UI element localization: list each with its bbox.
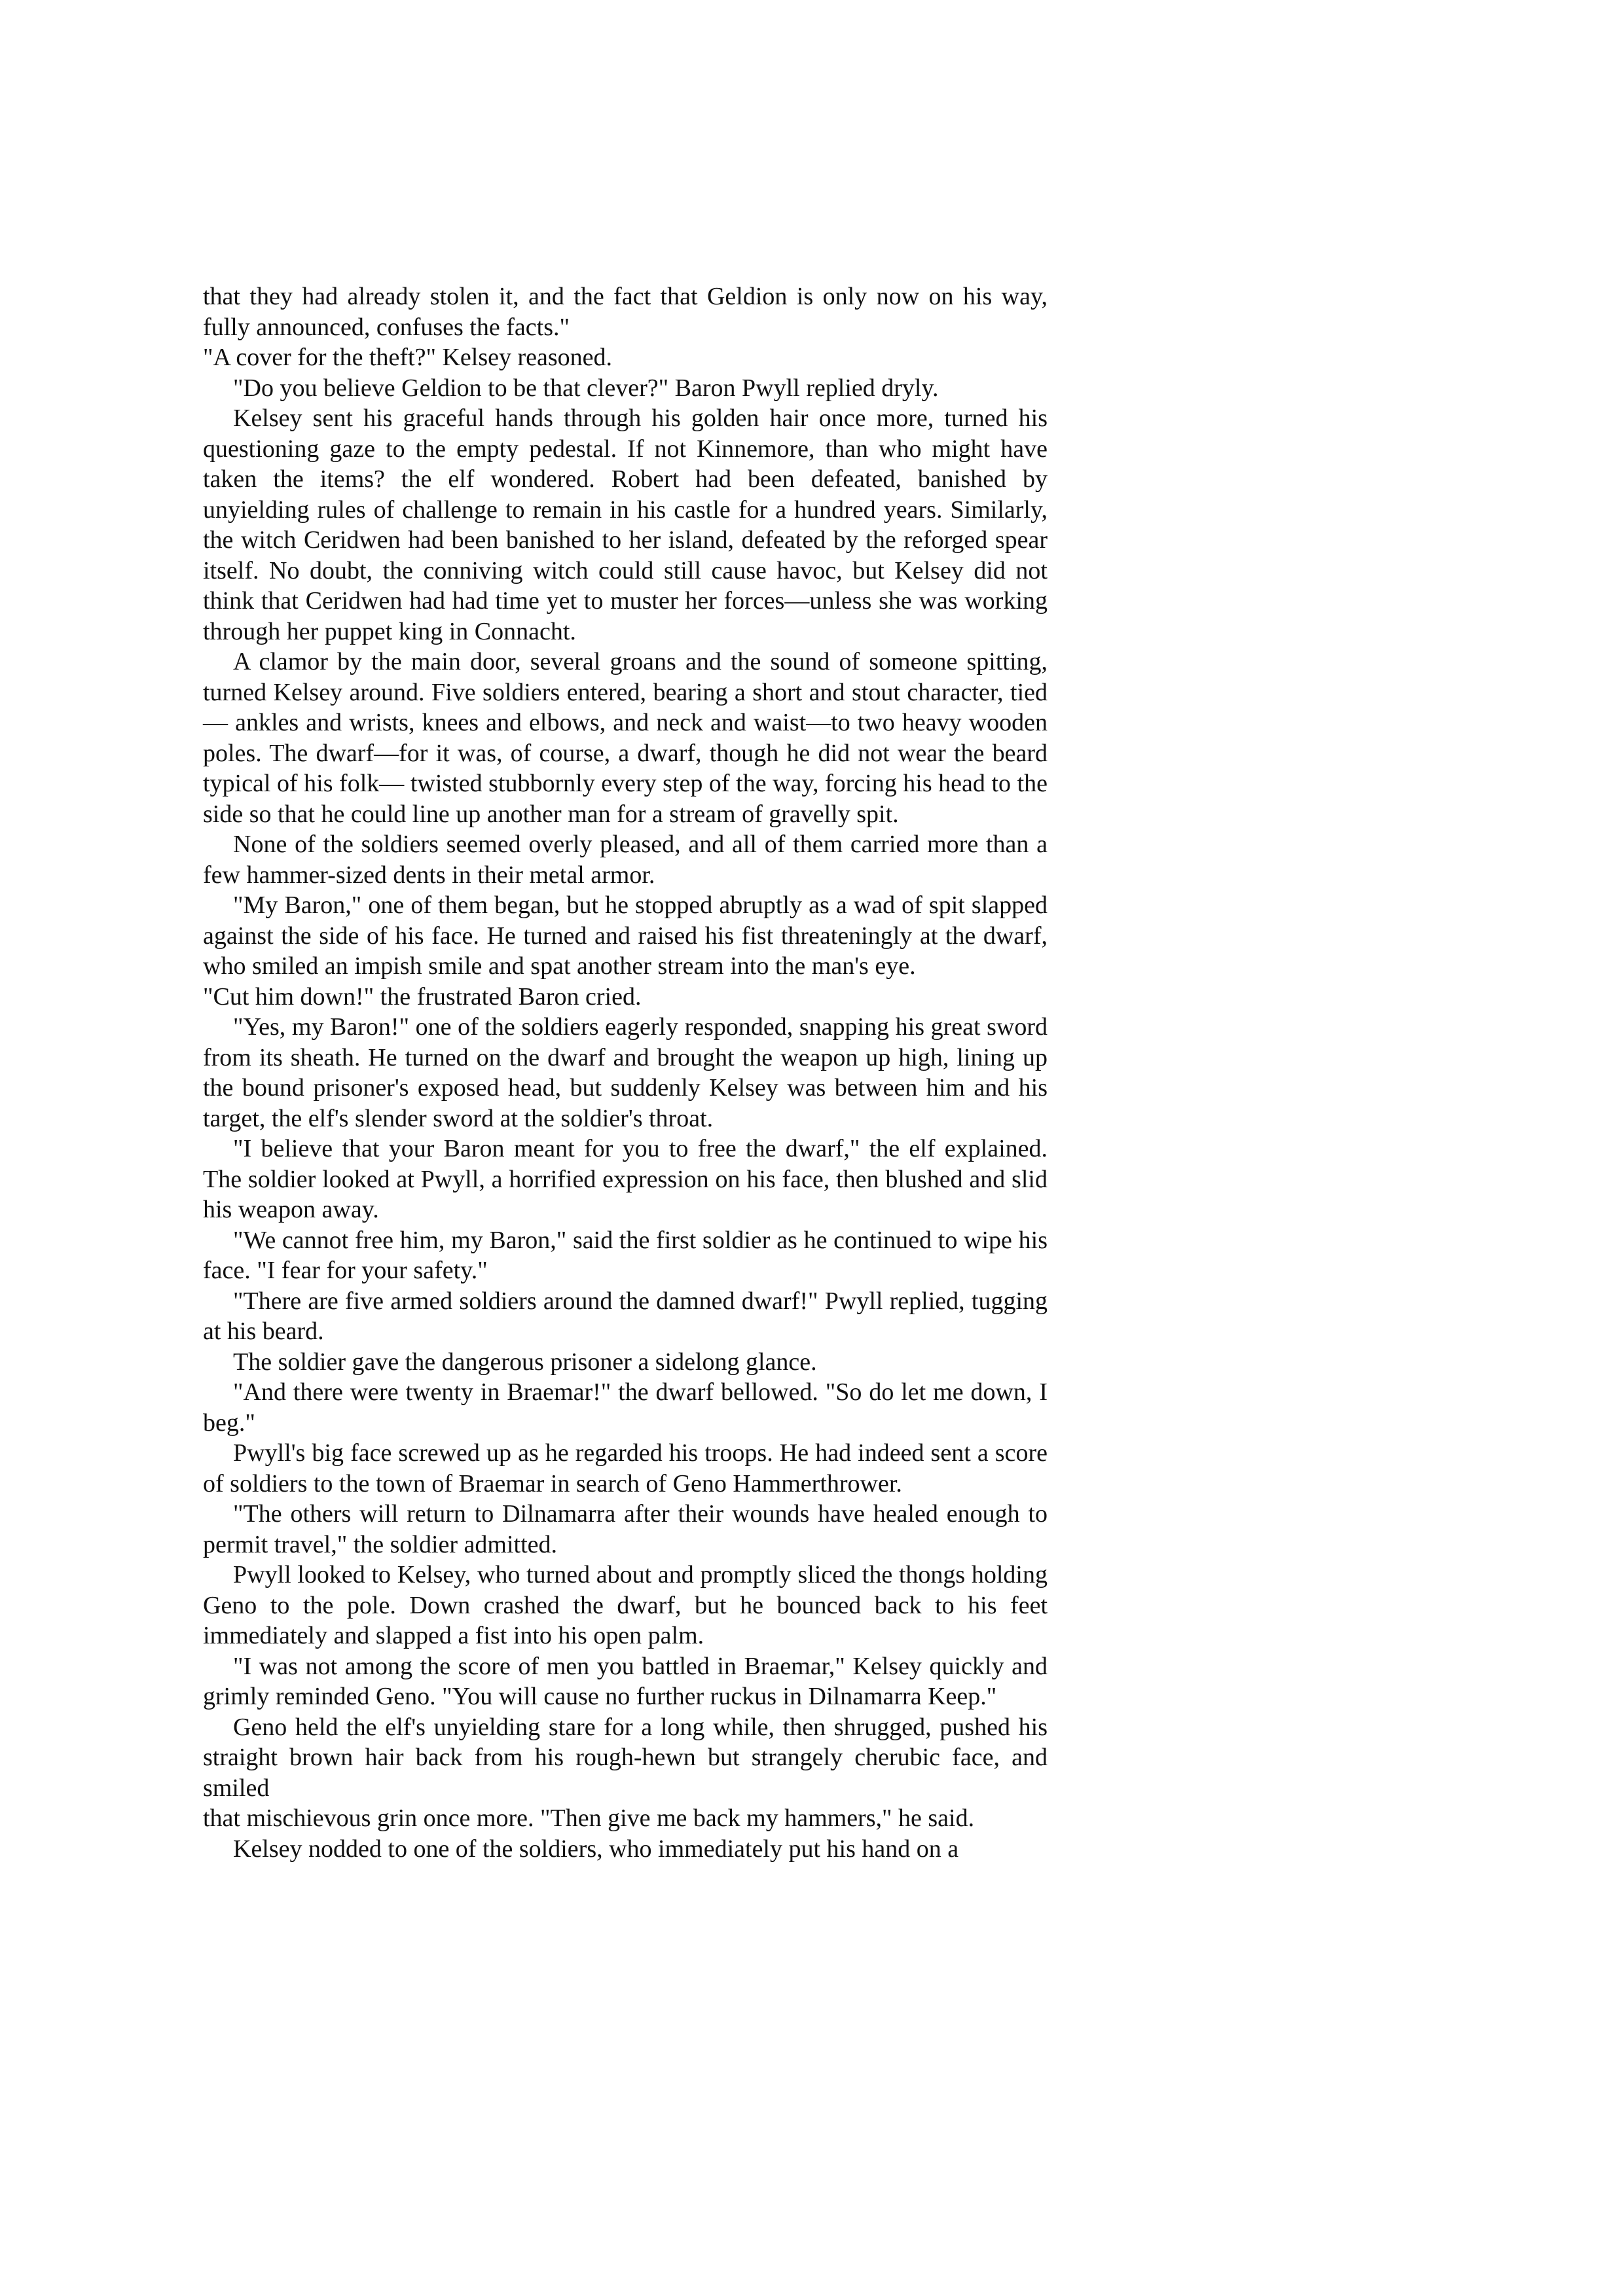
paragraph-8: "Cut him down!" the frustrated Baron cried. bbox=[203, 982, 642, 1011]
paragraph-6: None of the soldiers seemed overly pleased, and all of them carried more than a few hammer-sized dents in their metal armor. bbox=[203, 831, 1048, 889]
paragraph-18: "I was not among the score of men you battled in Braemar," Kelsey quickly and grimly reminded Geno. "You will cause no further ruckus in Dilnamarra Keep." bbox=[203, 1652, 1048, 1710]
paragraph-16: "The others will return to Dilnamarra after their wounds have healed enough to permit travel," the soldier admitted. bbox=[203, 1500, 1048, 1558]
paragraph-1: that they had already stolen it, and the fact that Geldion is only now on his way, fully announced, confuses the facts." bbox=[203, 283, 1048, 341]
paragraph-20: that mischievous grin once more. "Then give me back my hammers," he said. bbox=[203, 1804, 975, 1832]
paragraph-2: "A cover for the theft?" Kelsey reasoned. bbox=[203, 344, 613, 371]
paragraph-12: "There are five armed soldiers around the damned dwarf!" Pwyll replied, tugging at his beard. bbox=[203, 1287, 1048, 1345]
paragraph-13: The soldier gave the dangerous prisoner a sidelong glance. bbox=[233, 1348, 817, 1376]
paragraph-15: Pwyll's big face screwed up as he regarded his troops. He had indeed sent a score of soldiers to the town of Braemar in search of Geno Hammerthrower. bbox=[203, 1439, 1048, 1498]
paragraph-21: Kelsey nodded to one of the soldiers, who immediately put his hand on a bbox=[233, 1835, 959, 1863]
page-body bbox=[203, 281, 1048, 1864]
paragraph-5: A clamor by the main door, several groans and the sound of someone spitting, turned Kelsey around. Five soldiers entered, bearing a short and stout character, tied— ankles and wrists, knees and elbows, and neck and waist—to two heavy wooden poles. The dwarf—for it was, of course, a dwarf, though he did not wear the beard typical of his folk— twisted stubbornly every step of the way, forcing his head to the side so that he could line up another man for a stream of gravelly spit. bbox=[203, 648, 1048, 828]
paragraph-14: "And there were twenty in Braemar!" the dwarf bellowed. "So do let me down, I beg." bbox=[203, 1378, 1048, 1437]
paragraph-11: "We cannot free him, my Baron," said the first soldier as he continued to wipe his face. "I fear for your safety." bbox=[203, 1226, 1048, 1284]
paragraph-4: Kelsey sent his graceful hands through his golden hair once more, turned his questioning gaze to the empty pedestal. If not Kinnemore, than who might have taken the items? the elf wondered. Robert had been defeated, banished by unyielding rules of challenge to remain in his castle for a hundred years. Similarly, the witch Ceridwen had been banished to her island, defeated by the reforged spear itself. No doubt, the conniving witch could still cause havoc, but Kelsey did not think that Ceridwen had had time yet to muster her forces—unless she was working through her puppet king in Connacht. bbox=[203, 404, 1048, 645]
paragraph-17: Pwyll looked to Kelsey, who turned about and promptly sliced the thongs holding Geno to the pole. Down crashed the dwarf, but he bounced back to his feet immediately and slapped a fist into his open palm. bbox=[203, 1561, 1048, 1649]
paragraph-3: "Do you believe Geldion to be that clever?" Baron Pwyll replied dryly. bbox=[233, 374, 939, 402]
paragraph-9: "Yes, my Baron!" one of the soldiers eagerly responded, snapping his great sword from its sheath. He turned on the dwarf and brought the weapon up high, lining up the bound prisoner's exposed head, but suddenly Kelsey was between him and his target, the elf's slender sword at the soldier's throat. bbox=[203, 1013, 1048, 1132]
paragraph-10: "I believe that your Baron meant for you to free the dwarf," the elf explained. The soldier looked at Pwyll, a horrified expression on his face, then blushed and slid his weapon away. bbox=[203, 1135, 1048, 1223]
paragraph-19: Geno held the elf's unyielding stare for a long while, then shrugged, pushed his straight brown hair back from his rough-hewn but strangely cherubic face, and smiled bbox=[203, 1713, 1048, 1802]
paragraph-7: "My Baron," one of them began, but he stopped abruptly as a wad of spit slapped against the side of his face. He turned and raised his fist threateningly at the dwarf, who smiled an impish smile and spat another stream into the man's eye. bbox=[203, 891, 1048, 980]
